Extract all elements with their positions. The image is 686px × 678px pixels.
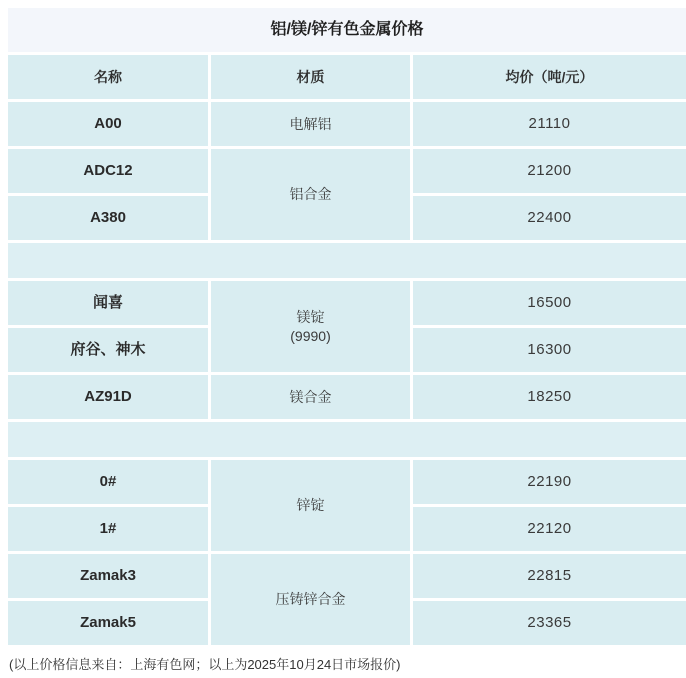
section-spacer — [8, 243, 686, 278]
material-note-label: (9990) — [290, 327, 331, 344]
material-cell-xinding: 锌锭 — [211, 460, 410, 551]
column-header-material: 材质 — [211, 55, 410, 99]
price-cell-zamak5: 23365 — [413, 601, 686, 645]
price-cell-az91d: 18250 — [413, 375, 686, 419]
column-header-name: 名称 — [8, 55, 208, 99]
name-cell-zamak3: Zamak3 — [8, 554, 208, 598]
name-cell-1hash: 1# — [8, 507, 208, 551]
price-cell-1hash: 22120 — [413, 507, 686, 551]
name-cell-wenxi: 闻喜 — [8, 281, 208, 325]
material-label: 镁锭 — [296, 309, 325, 326]
price-cell-wenxi: 16500 — [413, 281, 686, 325]
name-cell-zamak5: Zamak5 — [8, 601, 208, 645]
name-cell-az91d: AZ91D — [8, 375, 208, 419]
material-cell-lvhejin: 铝合金 — [211, 149, 410, 240]
material-cell-dianjielv: 电解铝 — [211, 102, 410, 146]
price-cell-adc12: 21200 — [413, 149, 686, 193]
name-cell-fugu-shenmu: 府谷、神木 — [8, 328, 208, 372]
name-cell-adc12: ADC12 — [8, 149, 208, 193]
section-spacer — [8, 422, 686, 457]
price-cell-a380: 22400 — [413, 196, 686, 240]
price-cell-0hash: 22190 — [413, 460, 686, 504]
price-cell-fugu-shenmu: 16300 — [413, 328, 686, 372]
material-cell-meiding — [211, 281, 410, 372]
name-cell-a380: A380 — [8, 196, 208, 240]
material-cell-meihejin: 镁合金 — [211, 375, 410, 419]
table-title: 铝/镁/锌有色金属价格 — [8, 8, 686, 52]
name-cell-a00: A00 — [8, 102, 208, 146]
footer-note: (以上价格信息来自：上海有色网；以上为2025年10月24日市场报价) — [9, 657, 401, 672]
name-cell-0hash: 0# — [8, 460, 208, 504]
price-cell-zamak3: 22815 — [413, 554, 686, 598]
price-table — [8, 8, 686, 645]
column-header-price: 均价（吨/元） — [413, 55, 686, 99]
price-cell-a00: 21110 — [413, 102, 686, 146]
material-cell-yazhuxinhejin: 压铸锌合金 — [211, 554, 410, 645]
